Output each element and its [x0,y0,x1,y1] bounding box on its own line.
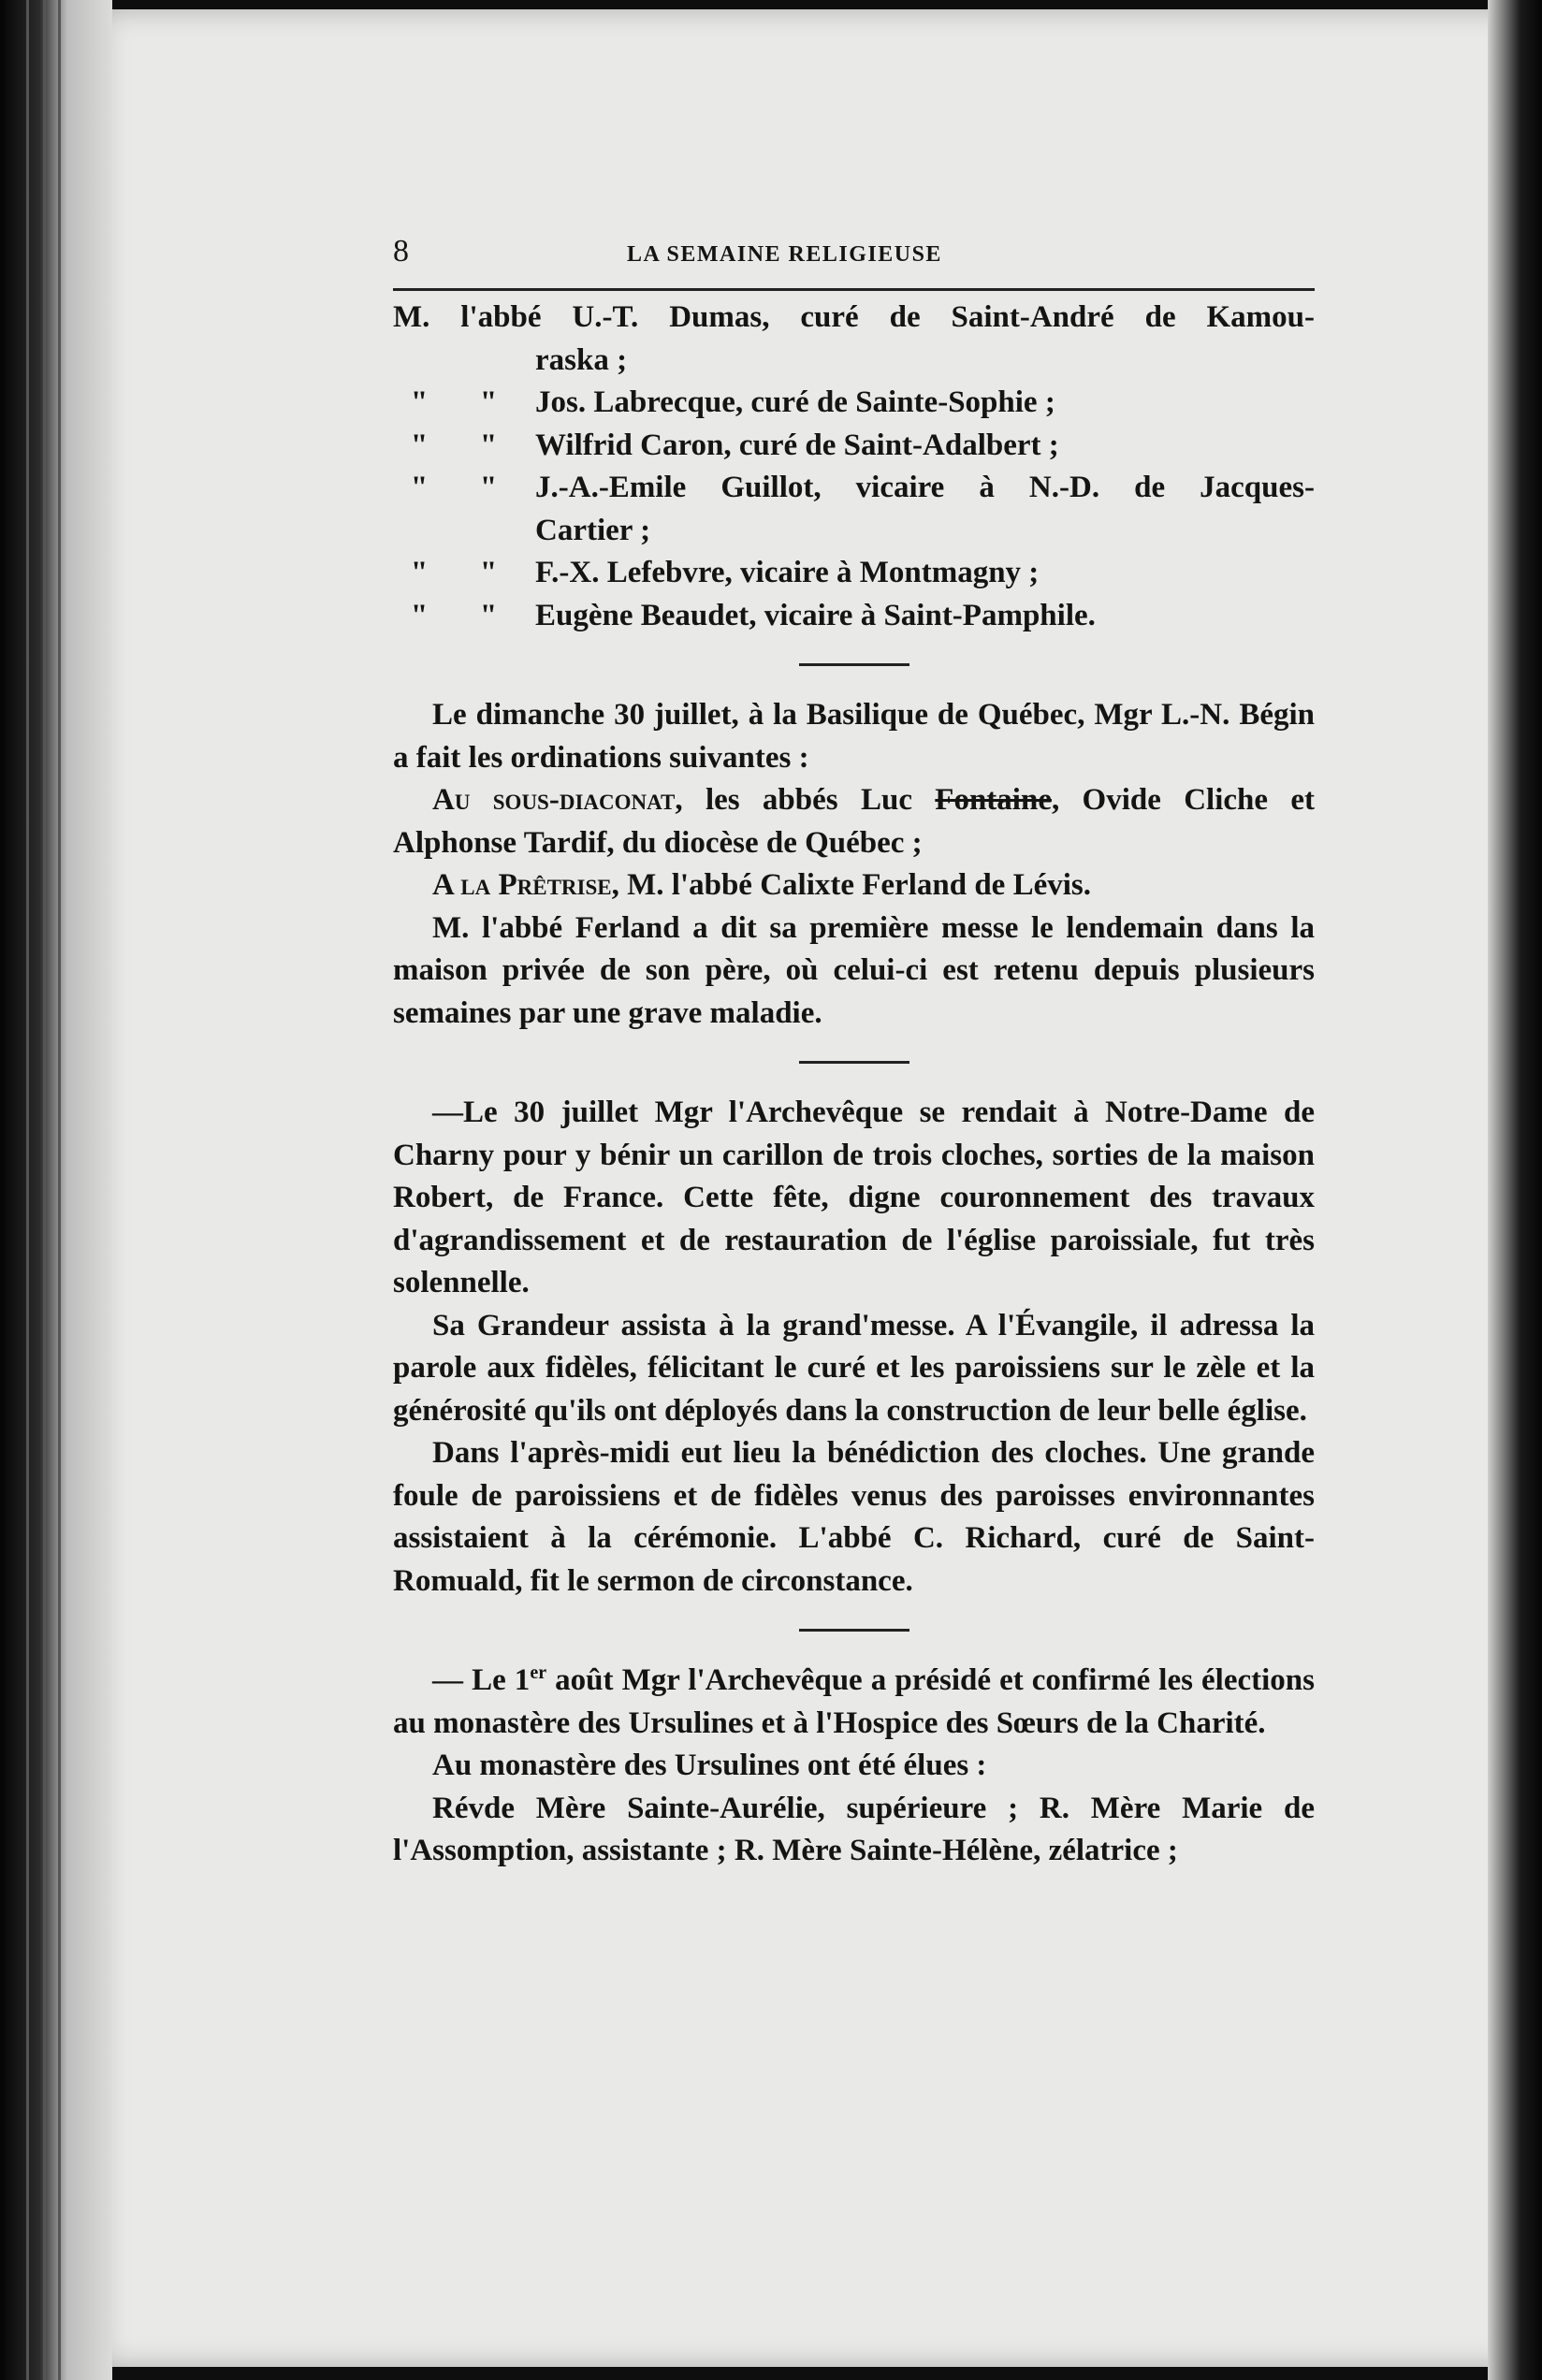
ferland-paragraph: M. l'abbé Ferland a dit sa première messe le lendemain dans la maison privée de son père, où celui-ci est retenu depuis plusieurs semaines par une grave maladie. [393,910,1315,1030]
page-number: 8 [393,234,409,268]
subdiaconate-label: Au sous-diaconat, [432,783,683,817]
ditto-mark: " [479,598,498,632]
ditto-mark: " [410,471,429,504]
running-head [393,234,1315,281]
charny-paragraph-1: —Le 30 juillet Mgr l'Archevêque se rendait à Notre-Dame de Charny pour y bénir un carillon de trois cloches, sorties de la maison Robert, de France. Cette fête, digne couronnement des travaux d'agrandissement et de restauration de l'église paroissiale, fut très solennelle. [393,1096,1315,1299]
entry-prefix: M. l'abbé [393,300,542,334]
ditto-mark: " [410,428,429,462]
entry-text: Wilfrid Caron, curé de Saint-Adalbert ; [535,428,1059,462]
clergy-entry [393,382,1315,425]
ordinations-intro: Le dimanche 30 juillet, à la Basilique de Québec, Mgr L.-N. Bégin a fait les ordinations suivantes : [393,698,1315,775]
priesthood-label: la Prêtrise, [460,868,619,902]
elections-text-cont: août Mgr l'Archevêque a présidé et confirmé les élections au monastère des Ursulines et à l'Hospice des Sœurs de la Charité. [393,1663,1315,1740]
header-rule [393,288,1315,291]
ditto-mark: " [479,556,498,589]
ditto-mark: " [410,556,429,589]
elections-paragraph-1 [393,1660,1315,1745]
struck-name: Fontaine [935,783,1052,817]
section-separator [799,1629,909,1632]
subdiaconate-text: les abbés Luc [705,783,936,817]
section-separator [799,663,909,666]
subdiaconate-paragraph [393,779,1315,864]
book-spine [0,0,112,2380]
page-edge [1488,0,1542,2380]
charny-section [393,1092,1315,1603]
entry-continuation: Cartier ; [535,513,651,547]
ditto-mark: " [479,428,498,462]
journal-title: LA SEMAINE RELIGIEUSE [627,242,942,267]
clergy-list [393,297,1315,637]
charny-paragraph-3: Dans l'après-midi eut lieu la bénédiction des cloches. Une grande foule de paroissiens et de fidèles venus des paroisses environnantes assistaient à la cérémonie. L'abbé C. Richard, curé de Saint-Romuald, fit le sermon de circonstance. [393,1436,1315,1598]
priesthood-prefix: A [432,868,454,902]
elections-section [393,1660,1315,1873]
elections-paragraph-2: Au monastère des Ursulines ont été élues : [432,1749,987,1782]
clergy-entry [393,425,1315,468]
clergy-entry [393,297,1315,340]
spine-line [58,0,61,2380]
entry-text: U.-T. Dumas, curé de Saint-André de Kamou- [572,300,1315,334]
elections-paragraph-3: Révde Mère Sainte-Aurélie, supérieure ; R. Mère Marie de l'Assomption, assistante ; R. Mère Sainte-Hélène, zélatrice ; [393,1791,1315,1867]
entry-text: Jos. Labrecque, curé de Sainte-Sophie ; [535,385,1055,419]
ditto-mark: " [479,471,498,504]
entry-text: F.-X. Lefebvre, vicaire à Montmagny ; [535,556,1040,589]
entry-text: J.-A.-Emile Guillot, vicaire à N.-D. de Jacques- [535,471,1315,504]
charny-paragraph-2: Sa Grandeur assista à la grand'messe. A l'Évangile, il adressa la parole aux fidèles, félicitant le curé et les paroissiens sur le zèle et la générosité qu'ils ont déployés dans la construction de leur belle église. [393,1308,1315,1428]
section-separator [799,1061,909,1064]
clergy-entry [393,552,1315,595]
ditto-mark: " [479,385,498,419]
spine-line [43,0,46,2380]
ditto-mark: " [410,385,429,419]
ordinal-superscript: er [530,1662,547,1683]
priesthood-paragraph [393,864,1315,907]
entry-text: Eugène Beaudet, vicaire à Saint-Pamphile. [535,598,1096,632]
page-content [393,234,1315,1873]
ditto-mark: " [410,598,429,632]
elections-text: — Le 1 [432,1663,531,1697]
clergy-entry [393,595,1315,638]
priesthood-text: M. l'abbé Calixte Ferland de Lévis. [627,868,1091,902]
entry-continuation: raska ; [535,342,628,377]
spine-line [26,0,29,2380]
ordinations-section [393,694,1315,1035]
subdiaconate-text-end: , Ovide Cliche et Alphonse Tardif, du diocèse de Québec ; [393,783,1315,860]
clergy-entry [393,467,1315,510]
